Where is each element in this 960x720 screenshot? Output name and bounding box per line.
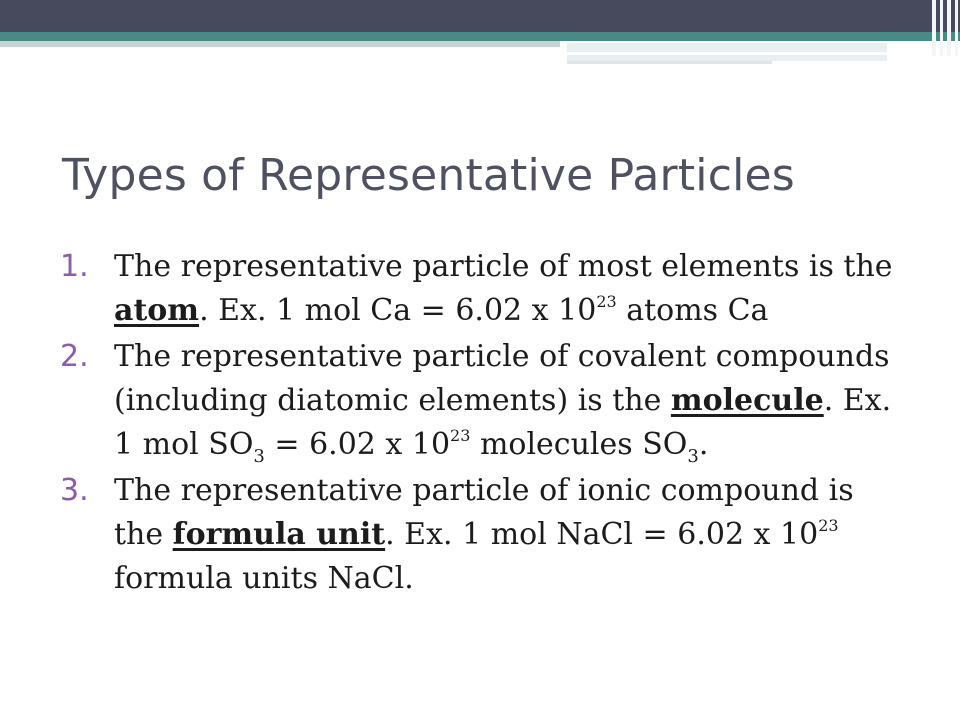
list-text: The representative particle of ionic compound is the formula unit. Ex. 1 mol NaCl = 6.02 x $10^{23}$ formula units NaCl.: [114, 473, 854, 596]
particle-list: [60, 245, 900, 603]
header-vertical-stripes: [930, 0, 960, 56]
keyword-molecule: molecule: [670, 383, 824, 418]
header-bar-tip: [567, 61, 772, 64]
list-item: [60, 335, 900, 467]
header-bar-line: [567, 52, 889, 55]
list-text: The representative particle of most elements is the atom. Ex. 1 mol Ca = 6.02 x $10^{23}$ atoms Ca: [114, 249, 893, 328]
keyword-formula-unit: formula unit: [172, 517, 386, 552]
list-item: [60, 469, 900, 601]
header-bar-dark: [0, 0, 960, 32]
keyword-atom: atom: [114, 293, 200, 328]
list-text: The representative particle of covalent compounds (including diatomic elements) is the molecule. Ex. 1 mol $SO_3 = 6.02$ x $10^{23}$ molecules $SO_3$.: [114, 339, 892, 467]
header-bar-light: [567, 41, 887, 61]
list-number: 1.: [60, 249, 89, 284]
header-bar-grey: [0, 41, 560, 47]
header-bar-teal: [0, 32, 960, 41]
list-number: 3.: [60, 473, 89, 508]
slide-title: Types of Representative Particles: [62, 150, 795, 201]
list-item: [60, 245, 900, 333]
list-number: 2.: [60, 339, 89, 374]
